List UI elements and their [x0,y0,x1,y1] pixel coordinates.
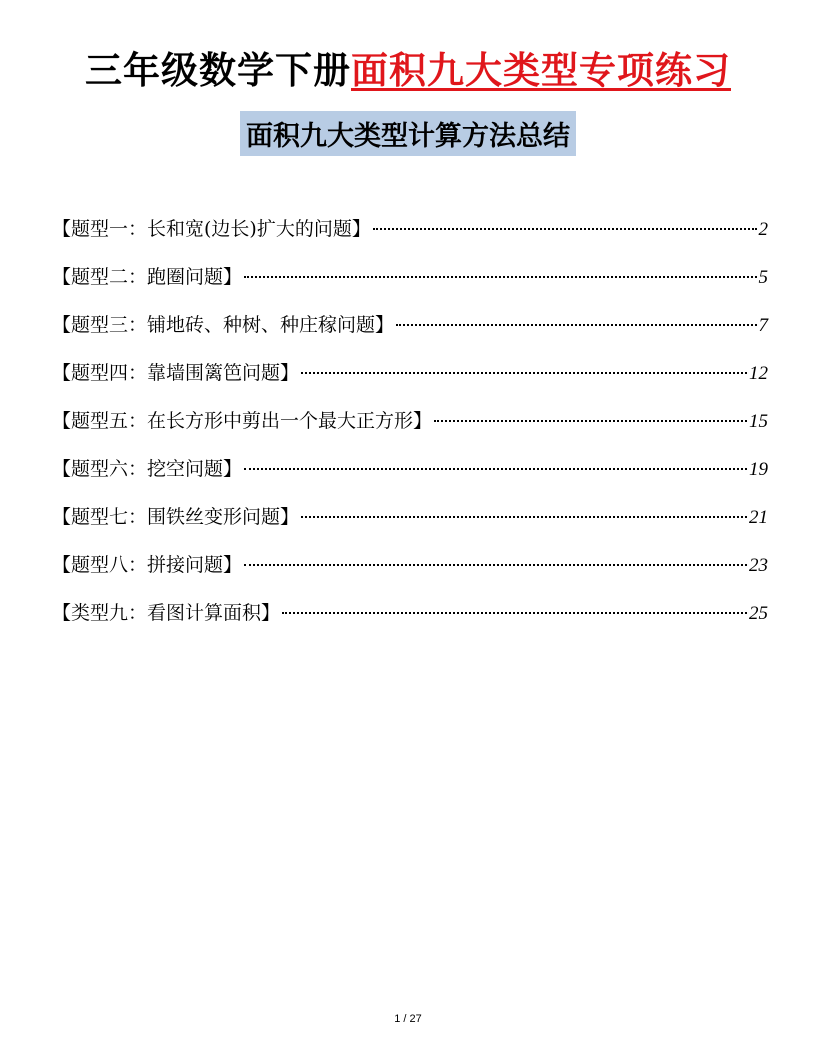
toc-leader-dots [396,324,756,326]
toc-item-page: 25 [749,603,768,624]
toc-leader-dots [301,516,747,518]
toc-item-5[interactable] [52,406,768,454]
toc-item-3[interactable] [52,310,768,358]
toc-item-label: 【题型一：长和宽(边长)扩大的问题】 [52,218,371,240]
toc-item-page: 5 [758,267,768,288]
toc-item-page: 19 [749,459,768,480]
page-number: 1 / 27 [394,1013,422,1025]
toc-item-page: 7 [758,315,768,336]
toc-item-2[interactable] [52,262,768,310]
toc-item-label: 【题型二：跑圈问题】 [52,266,243,288]
toc-leader-dots [244,468,747,470]
toc-item-page: 15 [749,411,768,432]
toc-leader-dots [282,612,747,614]
toc-leader-dots [373,228,757,230]
toc-item-7[interactable] [52,502,768,550]
toc-leader-dots [434,420,747,422]
toc-item-label: 【类型九：看图计算面积】 [52,602,281,624]
page-subtitle: 面积九大类型计算方法总结 [240,111,576,156]
toc-item-label: 【题型七：围铁丝变形问题】 [52,506,300,528]
toc-item-page: 2 [758,219,768,240]
title-part2: 面积九大类型专项练习 [351,49,731,92]
table-of-contents [52,214,768,646]
toc-item-1[interactable] [52,214,768,262]
toc-leader-dots [244,276,756,278]
toc-item-page: 12 [749,363,768,384]
toc-item-label: 【题型三：铺地砖、种树、种庄稼问题】 [52,314,395,336]
toc-item-label: 【题型八：拼接问题】 [52,554,243,576]
toc-item-6[interactable] [52,454,768,502]
toc-item-label: 【题型五：在长方形中剪出一个最大正方形】 [52,410,433,432]
toc-leader-dots [301,372,747,374]
toc-item-page: 23 [749,555,768,576]
toc-item-8[interactable] [52,550,768,598]
toc-item-9[interactable] [52,598,768,646]
title-part1: 三年级数学下册 [85,49,351,92]
page-title [0,40,816,94]
toc-item-label: 【题型四：靠墙围篱笆问题】 [52,362,300,384]
toc-item-4[interactable] [52,358,768,406]
toc-item-label: 【题型六：挖空问题】 [52,458,243,480]
toc-leader-dots [244,564,747,566]
toc-item-page: 21 [749,507,768,528]
